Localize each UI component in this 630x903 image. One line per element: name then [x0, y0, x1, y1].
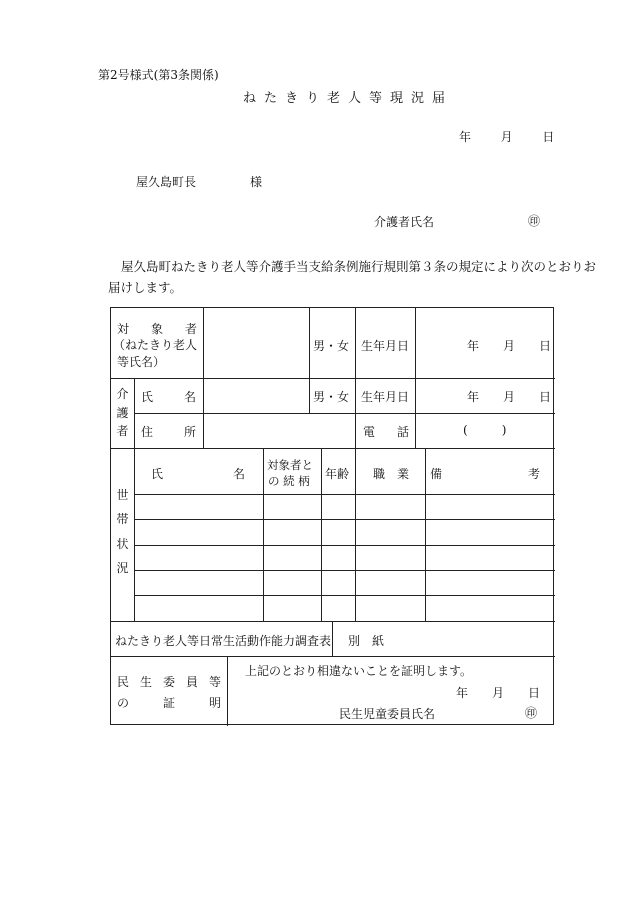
rule — [355, 448, 356, 621]
household-char: 状 — [116, 536, 129, 551]
subject-birth-label: 生年月日 — [361, 339, 410, 353]
caregiver-phone-parens — [463, 423, 506, 437]
rule — [134, 519, 555, 520]
cert-char: 明 — [208, 696, 221, 710]
header-char: 備 — [430, 467, 443, 481]
caregiver-vertical-label — [113, 385, 132, 439]
form-number: 第2号様式(第3条関係) — [98, 68, 219, 82]
cert-char: 等 — [208, 675, 221, 689]
household-name-header — [151, 465, 245, 482]
phone-char: 電 — [363, 425, 376, 439]
address-char: 所 — [183, 425, 196, 439]
rule — [134, 595, 555, 596]
cert-label-line-1 — [117, 673, 221, 690]
caregiver-sex: 男・女 — [313, 390, 350, 404]
report-table — [110, 307, 554, 725]
caregiver-vertical-char: 介 — [116, 387, 129, 401]
cert-signer-label: 民生児童委員氏名 — [339, 707, 436, 721]
addressee-name: 屋久島町長 — [136, 175, 197, 189]
rule — [134, 413, 555, 414]
subject-label-char: 者 — [184, 322, 197, 336]
survey-label: ねたきり老人等日常生活動作能力調査表 — [115, 634, 332, 648]
household-vertical-label — [113, 486, 132, 576]
household-age-header: 年齢 — [325, 467, 350, 481]
body-text-line-1: 屋久島町ねたきり老人等介護手当支給条例施行規則第３条の規定により次のとおりお — [121, 259, 597, 274]
cert-label-line-2 — [117, 694, 221, 711]
cert-date — [456, 684, 540, 701]
phone-char: 話 — [396, 425, 409, 439]
household-remarks-header — [430, 465, 540, 482]
rule — [134, 570, 555, 571]
caregiver-vertical-char: 者 — [116, 424, 129, 438]
header-char: 名 — [232, 467, 245, 481]
rule — [111, 656, 555, 657]
cert-text: 上記のとおり相違ないことを証明します。 — [245, 664, 473, 678]
cert-char: 員 — [185, 675, 198, 689]
subject-label — [117, 320, 197, 337]
rule — [134, 545, 555, 546]
household-char: 世 — [116, 488, 129, 502]
rule — [309, 308, 310, 413]
subject-sex: 男・女 — [313, 339, 350, 353]
caregiver-phone-label — [363, 423, 409, 440]
rule — [111, 621, 555, 622]
subject-sub-1: （ねたきり老人 — [113, 338, 198, 352]
caregiver-name-char: 名 — [183, 390, 196, 404]
cert-char: の — [117, 696, 130, 710]
cert-char: 委 — [162, 675, 175, 689]
caregiver-name-char: 氏 — [141, 390, 154, 404]
header-char: 業 — [396, 467, 409, 481]
page-title: ねたきり老人等現況届 — [243, 91, 454, 106]
caregiver-birth-label: 生年月日 — [361, 390, 410, 404]
caregiver-address-label — [141, 423, 196, 440]
caregiver-name-label — [141, 388, 196, 405]
rule — [355, 308, 356, 448]
household-relation-header-1: 対象者と — [267, 458, 313, 472]
cert-char: 証 — [162, 696, 175, 710]
birth-year: 年 — [467, 339, 480, 353]
birth-year: 年 — [467, 390, 480, 404]
subject-birth-date — [467, 337, 551, 354]
paren-close: ) — [501, 423, 507, 437]
body-text-line-2: 届けします。 — [108, 280, 183, 295]
rule — [134, 378, 135, 621]
rule — [332, 621, 333, 656]
household-char: 帯 — [116, 512, 129, 527]
rule — [134, 494, 555, 495]
date-year: 年 — [459, 130, 472, 144]
subject-label-char: 象 — [150, 322, 163, 336]
caregiver-birth-date — [467, 388, 551, 405]
subject-sub-2: 等氏名） — [117, 355, 166, 369]
caregiver-vertical-char: 護 — [116, 405, 129, 420]
header-char: 考 — [527, 467, 540, 481]
survey-value: 別 紙 — [348, 634, 385, 648]
rule — [111, 378, 555, 379]
cert-char: 生 — [139, 675, 152, 689]
addressee-honorific: 様 — [250, 175, 263, 189]
birth-month: 月 — [503, 339, 516, 353]
caregiver-name-label: 介護者氏名 — [374, 215, 435, 229]
birth-day: 日 — [539, 339, 552, 353]
rule — [203, 308, 204, 378]
rule — [203, 378, 204, 448]
date-day: 日 — [542, 130, 555, 144]
rule — [111, 448, 555, 449]
rule — [227, 656, 228, 726]
subject-label-char: 対 — [117, 322, 130, 336]
caregiver-seal: ㊞ — [528, 214, 541, 228]
birth-month: 月 — [503, 390, 516, 404]
birth-day: 日 — [539, 390, 552, 404]
household-relation-header-2: の 続 柄 — [268, 474, 310, 488]
rule — [415, 308, 416, 448]
rule — [425, 448, 426, 621]
cert-month: 月 — [492, 686, 505, 700]
cert-seal: ㊞ — [525, 706, 538, 720]
date-month: 月 — [500, 130, 513, 144]
household-job-header — [373, 465, 409, 482]
rule — [263, 448, 264, 621]
address-char: 住 — [141, 425, 154, 439]
cert-year: 年 — [456, 686, 469, 700]
paren-open: ( — [463, 423, 468, 437]
header-char: 職 — [373, 467, 386, 481]
household-char: 況 — [116, 560, 129, 575]
rule — [321, 448, 322, 621]
cert-day: 日 — [528, 686, 541, 700]
header-char: 氏 — [151, 467, 164, 481]
cert-char: 民 — [117, 675, 130, 689]
submission-date — [459, 128, 554, 145]
